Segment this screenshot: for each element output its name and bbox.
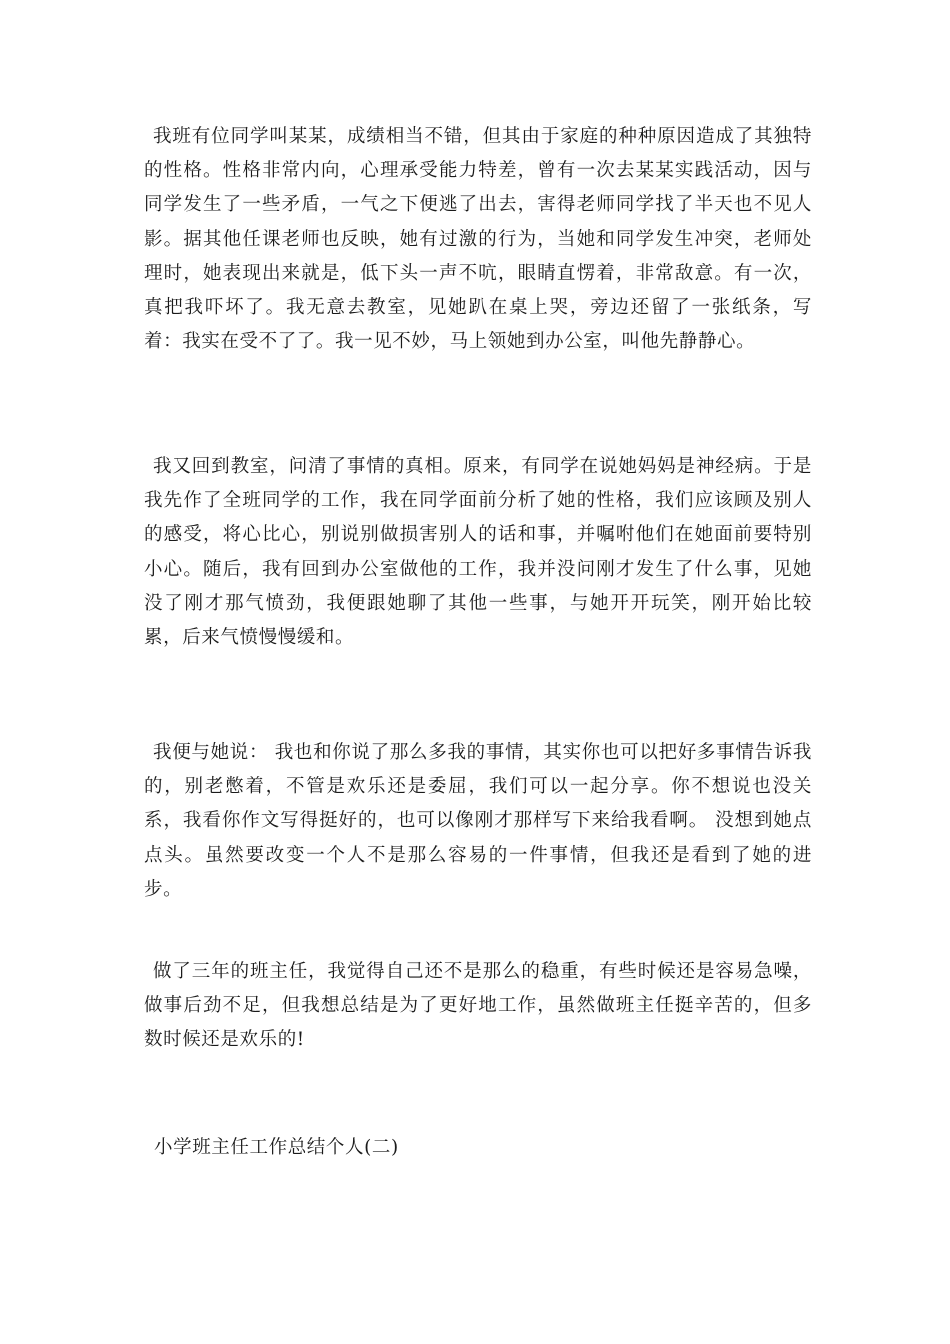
- paragraph-3: 我便与她说： 我也和你说了那么多我的事情，其实你也可以把好多事情告诉我的，别老憋着，不管是欢乐还是委屈，我们可以一起分享。你不想说也没关系，我看你作文写得挺好的，也可以像刚才那样写下来给我看啊。 没想到她点点头。虽然要改变一个人不是那么容易的一件事情，但我还是看到了她的进步。: [144, 742, 812, 900]
- paragraph-2: 我又回到教室，问清了事情的真相。原来，有同学在说她妈妈是神经病。于是我先作了全班同学的工作，我在同学面前分析了她的性格，我们应该顾及别人的感受，将心比心，别说别做损害别人的话和事，并嘱咐他们在她面前要特别小心。随后，我有回到办公室做他的工作，我并没问刚才发生了什么事，见她没了刚才那气愤劲，我便跟她聊了其他一些事，与她开开玩笑，刚开始比较累，后来气愤慢慢缓和。: [144, 456, 812, 649]
- paragraph-1: 我班有位同学叫某某，成绩相当不错，但其由于家庭的种种原因造成了其独特的性格。性格非常内向，心理承受能力特差，曾有一次去某某实践活动，因与同学发生了一些矛盾，一气之下便逃了出去，害得老师同学找了半天也不见人影。据其他任课老师也反映，她有过激的行为，当她和同学发生冲突，老师处理时，她表现出来就是，低下头一声不吭，眼睛直愣着，非常敌意。有一次，真把我吓坏了。我无意去教室，见她趴在桌上哭，旁边还留了一张纸条，写着：我实在受不了了。我一见不妙，马上领她到办公室，叫他先静静心。: [144, 126, 812, 353]
- paragraph-4: 做了三年的班主任，我觉得自己还不是那么的稳重，有些时候还是容易急噪，做事后劲不足，但我想总结是为了更好地工作，虽然做班主任挺辛苦的，但多数时候还是欢乐的!: [144, 961, 812, 1051]
- section-heading: 小学班主任工作总结个人(二): [154, 1137, 399, 1158]
